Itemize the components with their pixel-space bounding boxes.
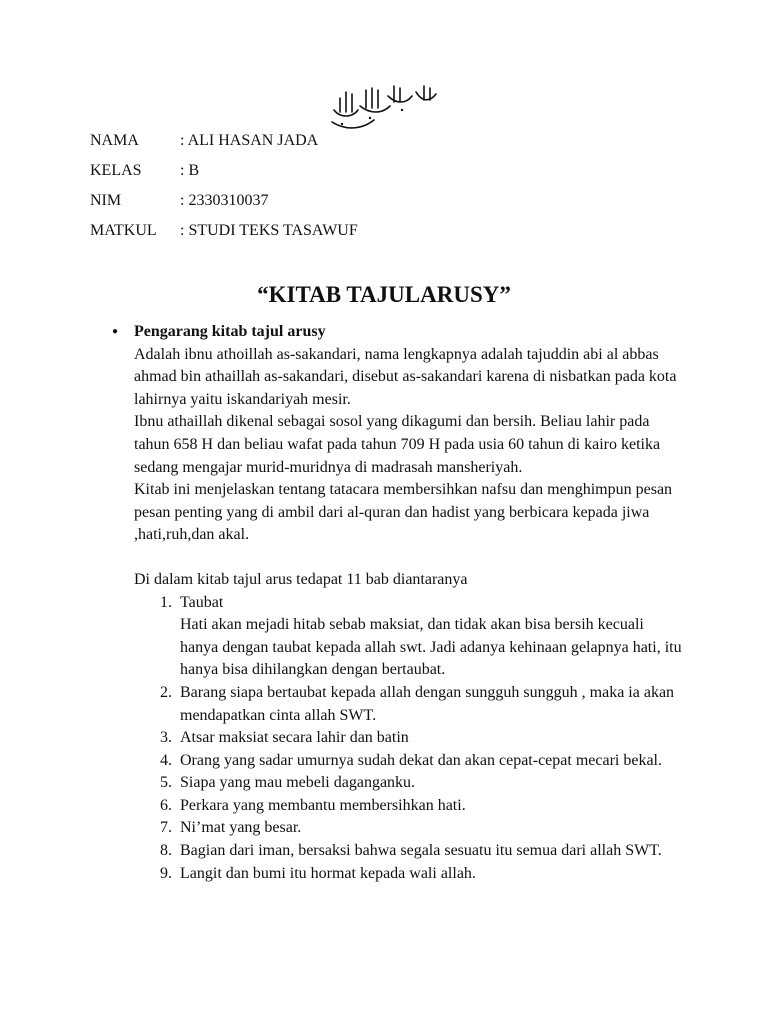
item-title: Bagian dari iman, bersaksi bahwa segala sesuatu itu semua dari allah SWT.: [180, 842, 662, 860]
item-title: Orang yang sadar umurnya sudah dekat dan akan cepat-cepat mecari bekal.: [180, 751, 662, 769]
item-number: 5.: [160, 774, 172, 792]
info-value: : 2330310037: [180, 192, 269, 209]
info-value: : STUDI TEKS TASAWUF: [180, 222, 358, 239]
info-label: KELAS: [90, 162, 142, 179]
section-content: [112, 321, 682, 885]
item-number: 1.: [160, 593, 172, 611]
info-row-nama: [90, 130, 358, 160]
item-text: Hati akan mejadi hitab sebab maksiat, dan tidak akan bisa bersih kecuali hanya dengan taubat kepada allah swt. Jadi adanya kehinaan gelapnya hati, itu hanya bisa dihilangkan dengan bertaubat.: [180, 616, 682, 679]
info-value: : B: [180, 162, 200, 179]
info-row-matkul: [90, 220, 358, 250]
info-label: NIM: [90, 192, 122, 209]
item-number: 6.: [160, 796, 172, 814]
item-number: 4.: [160, 751, 172, 769]
paragraph: Kitab ini menjelaskan tentang tatacara membersihkan nafsu dan menghimpun pesan pesan penting yang di ambil dari al-quran dan hadist yang berbicara kepada jiwa ,hati,ruh,dan akal.: [134, 481, 673, 544]
list-item: [134, 840, 682, 863]
bullet-icon: ●: [112, 326, 119, 337]
chapter-list: [134, 592, 682, 886]
item-number: 8.: [160, 842, 172, 860]
info-label: MATKUL: [90, 222, 157, 239]
info-row-kelas: [90, 160, 358, 190]
item-title: Barang siapa bertaubat kepada allah dengan sungguh sungguh , maka ia akan mendapatkan cinta allah SWT.: [180, 683, 675, 724]
list-item: [134, 750, 682, 773]
list-item: [134, 592, 682, 682]
list-item: [134, 682, 682, 727]
item-title: Taubat: [180, 593, 224, 611]
item-number: 9.: [160, 864, 172, 882]
item-number: 3.: [160, 729, 172, 747]
item-number: 2.: [160, 683, 172, 701]
info-row-nim: [90, 190, 358, 220]
item-title: Ni’mat yang besar.: [180, 819, 302, 837]
list-item: [134, 863, 682, 886]
list-item: [134, 772, 682, 795]
student-info: [90, 130, 358, 250]
info-value: : ALI HASAN JADA: [180, 132, 319, 149]
item-title: Siapa yang mau mebeli daganganku.: [180, 774, 416, 792]
item-title: Langit dan bumi itu hormat kepada wali allah.: [180, 864, 476, 882]
item-title: Atsar maksiat secara lahir dan batin: [180, 729, 409, 747]
document-title: “KITAB TAJULARUSY”: [257, 282, 511, 307]
list-item: [134, 795, 682, 818]
list-item: [134, 817, 682, 840]
info-label: NAMA: [90, 132, 139, 149]
chapters-intro: Di dalam kitab tajul arus tedapat 11 bab diantaranya: [134, 570, 468, 588]
paragraph: Ibnu athaillah dikenal sebagai sosol yang dikagumi dan bersih. Beliau lahir pada tahun 658 H dan beliau wafat pada tahun 709 H pada usia 60 tahun di kairo ketika sedang mengajar murid-muridnya di madrasah mansheriyah.: [134, 413, 661, 476]
item-title: Perkara yang membantu membersihkan hati.: [180, 796, 466, 814]
list-item: [134, 727, 682, 750]
bismillah-calligraphy: [330, 84, 442, 134]
paragraph: Adalah ibnu athoillah as-sakandari, nama lengkapnya adalah tajuddin abi al abbas ahmad bin athaillah as-sakandari, disebut as-sakandari karena di nisbatkan pada kota lahirnya yaitu iskandariyah mesir.: [134, 345, 677, 408]
section-heading: Pengarang kitab tajul arusy: [134, 323, 326, 340]
spacer: [134, 547, 682, 569]
item-number: 7.: [160, 819, 172, 837]
